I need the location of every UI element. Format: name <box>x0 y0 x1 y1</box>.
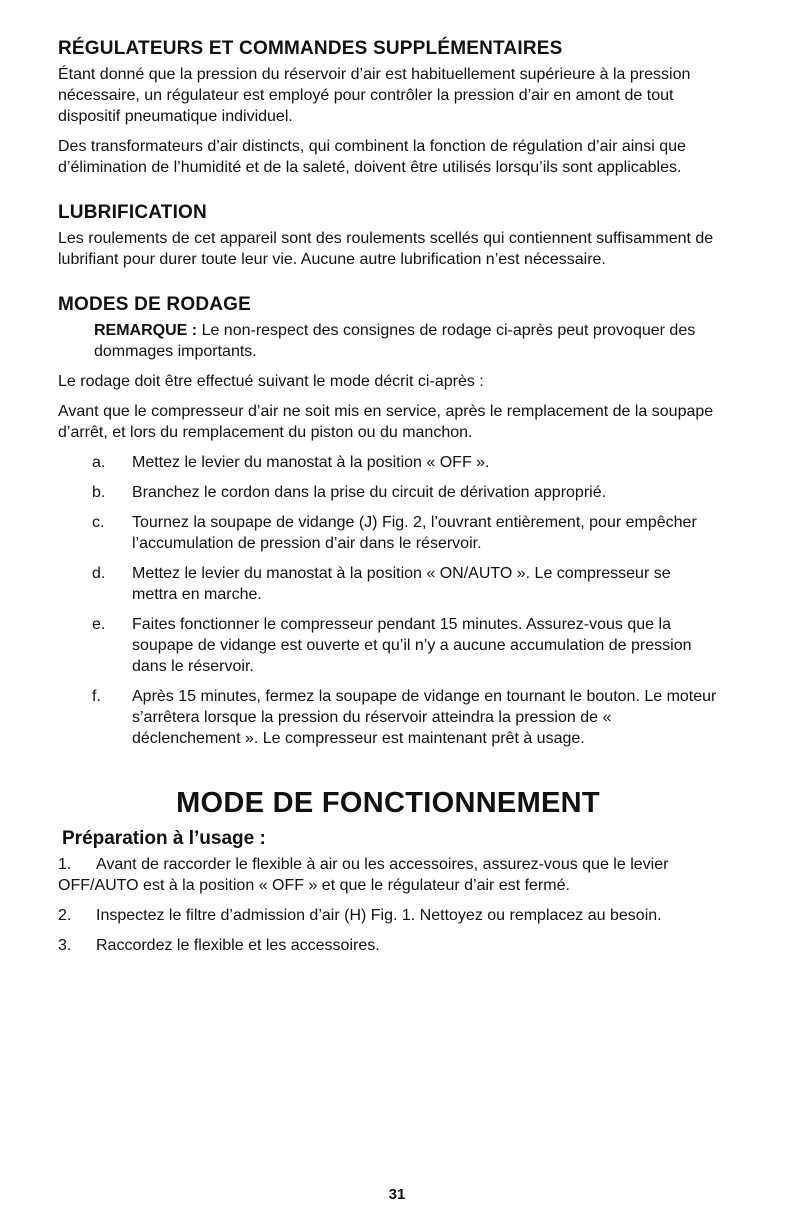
item-text: Raccordez le flexible et les accessoires. <box>96 937 380 954</box>
step-text: Branchez le cordon dans la prise du circuit de dérivation approprié. <box>132 484 607 501</box>
step-label: c. <box>92 514 105 531</box>
page-content <box>58 38 718 965</box>
subheading-preparation: Préparation à l’usage : <box>62 828 266 849</box>
list-item <box>58 614 718 677</box>
step-label: d. <box>92 565 106 582</box>
step-label: e. <box>92 616 106 633</box>
list-item <box>58 686 718 749</box>
step-label: f. <box>92 688 101 705</box>
step-text: Mettez le levier du manostat à la position « OFF ». <box>132 454 490 471</box>
note <box>94 320 718 362</box>
list-item <box>58 512 718 554</box>
numbered-item <box>58 905 718 926</box>
main-heading-fonctionnement: MODE DE FONCTIONNEMENT <box>176 787 600 819</box>
paragraph: Les roulements de cet appareil sont des roulements scellés qui contiennent suffisamment de lubrifiant pour durer toute leur vie. Aucune autre lubrification n’est nécessaire. <box>58 230 714 268</box>
page-number: 31 <box>388 1186 406 1203</box>
item-text: Inspectez le filtre d’admission d’air (H) Fig. 1. Nettoyez ou remplacez au besoin. <box>96 907 662 924</box>
step-text: Mettez le levier du manostat à la position « ON/AUTO ». Le compresseur se mettra en marche. <box>132 565 671 603</box>
section-heading-regulateurs: RÉGULATEURS ET COMMANDES SUPPLÉMENTAIRES <box>58 38 563 59</box>
note-text: Le non-respect des consignes de rodage ci-après peut provoquer des dommages importants. <box>94 322 696 360</box>
step-text: Tournez la soupape de vidange (J) Fig. 2, l’ouvrant entièrement, pour empêcher l’accumulation de pression d’air dans le réservoir. <box>132 514 697 552</box>
step-label: b. <box>92 484 106 501</box>
list-item <box>58 563 718 605</box>
item-text: Avant de raccorder le flexible à air ou les accessoires, assurez-vous que le levier OFF/AUTO est à la position « OFF » et que le régulateur d’air est fermé. <box>58 856 669 894</box>
note-label: REMARQUE : <box>94 322 198 339</box>
paragraph: Des transformateurs d’air distincts, qui combinent la fonction de régulation d’air ainsi que d’élimination de l’humidité et de la saleté, doivent être utilisés lorsqu’ils sont applicables. <box>58 138 686 176</box>
item-number: 3. <box>58 937 72 954</box>
rodage-steps <box>58 452 718 749</box>
step-label: a. <box>92 454 106 471</box>
numbered-item <box>58 935 718 956</box>
section-heading-lubrification: LUBRIFICATION <box>58 202 207 223</box>
step-text: Faites fonctionner le compresseur pendant 15 minutes. Assurez-vous que la soupape de vidange est ouverte et qu’il n’y a aucune accumulation de pression dans le réservoir. <box>132 616 692 675</box>
paragraph: Le rodage doit être effectué suivant le mode décrit ci-après : <box>58 373 484 390</box>
paragraph: Avant que le compresseur d’air ne soit mis en service, après le remplacement de la soupape d’arrêt, et lors du remplacement du piston ou du manchon. <box>58 403 714 441</box>
list-item <box>58 482 718 503</box>
numbered-item <box>58 854 718 896</box>
item-number: 2. <box>58 907 72 924</box>
item-number: 1. <box>58 856 72 873</box>
paragraph: Étant donné que la pression du réservoir d’air est habituellement supérieure à la pression nécessaire, un régulateur est employé pour contrôler la pression d’air en amont de tout dispositif pneumatique individuel. <box>58 66 691 125</box>
list-item <box>58 452 718 473</box>
step-text: Après 15 minutes, fermez la soupape de vidange en tournant le bouton. Le moteur s’arrêtera lorsque la pression du réservoir atteindra la pression de « déclenchement ». Le compresseur est maintenant prêt à usage. <box>132 688 717 747</box>
section-heading-rodage: MODES DE RODAGE <box>58 294 252 315</box>
